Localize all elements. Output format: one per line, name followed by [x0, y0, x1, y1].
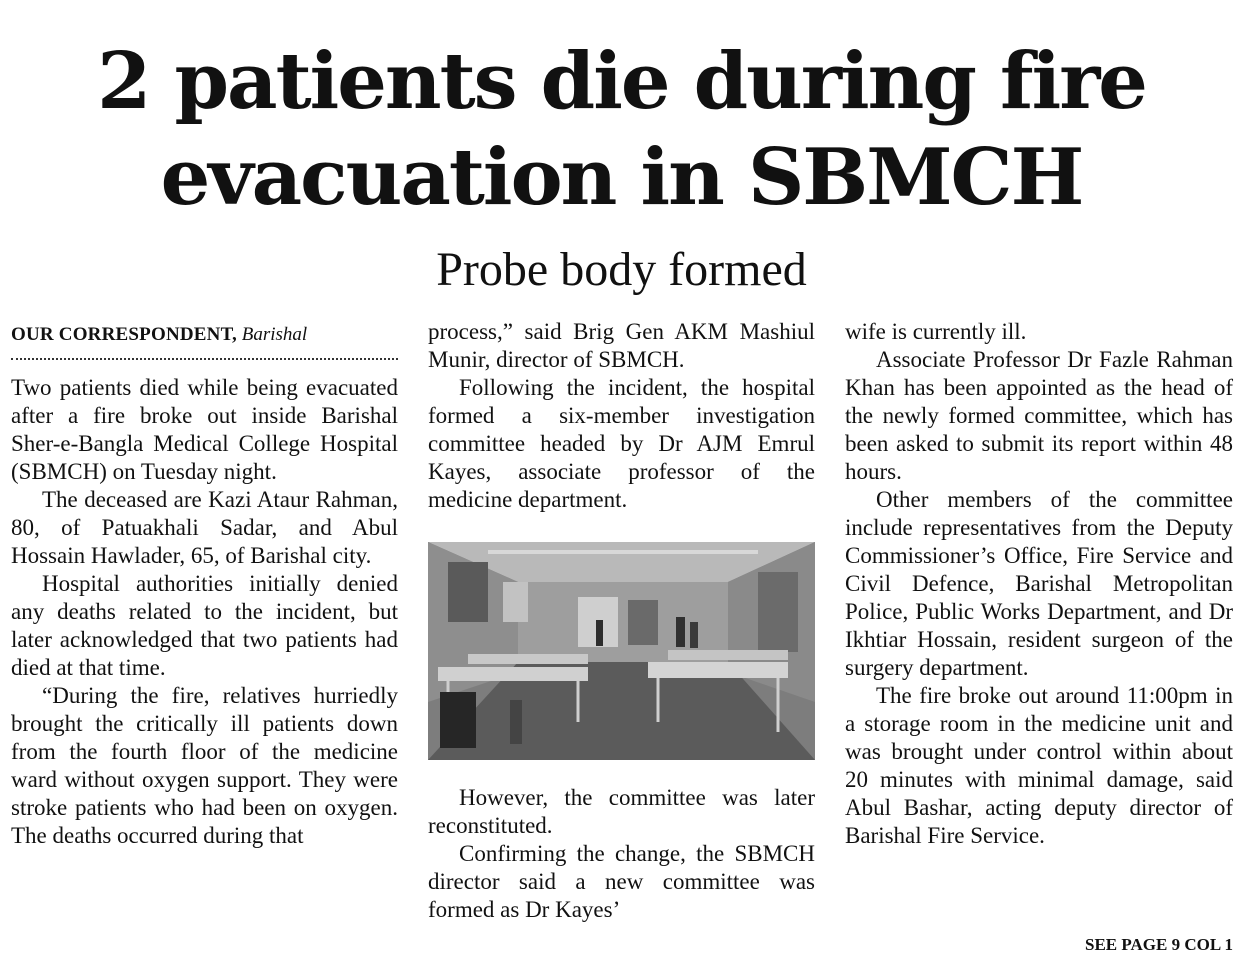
paragraph: Two patients died while being evacuated after a fire broke out inside Barishal Sher-e-Bangla Medical College Hospital (SBMCH) on Tuesday night.: [11, 375, 398, 484]
dotted-divider: [11, 358, 398, 360]
continuation-jump-line[interactable]: SEE PAGE 9 COL 1: [1085, 935, 1233, 954]
byline-author: OUR CORRESPONDENT,: [11, 324, 237, 345]
paragraph: However, the committee was later reconstituted.: [428, 785, 815, 838]
paragraph: Associate Professor Dr Fazle Rahman Khan has been appointed as the head of the newly formed committee, which has been asked to submit its report within 48 hours.: [845, 347, 1233, 484]
paragraph: “During the fire, relatives hurriedly brought the critically ill patients down from the fourth floor of the medicine ward without oxygen support. They were stroke patients who had been on oxygen. The deaths occurred during that: [11, 683, 398, 848]
paragraph: The deceased are Kazi Ataur Rahman, 80, of Patuakhali Sadar, and Abul Hossain Hawlader, 65, of Barishal city.: [11, 487, 398, 568]
paragraph: wife is currently ill.: [845, 319, 1027, 344]
byline: [11, 318, 398, 352]
byline-location: Barishal: [241, 324, 308, 345]
paragraph: Following the incident, the hospital formed a six-member investigation committee headed by Dr AJM Emrul Kayes, associate professor of the medicine department.: [428, 375, 815, 512]
paragraph: Hospital authorities initially denied any deaths related to the incident, but later acknowledged that two patients had died at that time.: [11, 571, 398, 680]
paragraph: Other members of the committee include representatives from the Deputy Commissioner’s Office, Fire Service and Civil Defence, Barishal Metropolitan Police, Public Works Department, and Dr Ikhtiar Hossain, resident surgeon of the surgery department.: [845, 487, 1233, 680]
hospital-ward-illustration: [428, 542, 815, 760]
subheadline: Probe body formed: [436, 243, 807, 296]
paragraph: Confirming the change, the SBMCH director said a new committee was formed as Dr Kayes’: [428, 841, 815, 922]
hospital-ward-photo: [428, 542, 815, 760]
paragraph: process,” said Brig Gen AKM Mashiul Munir, director of SBMCH.: [428, 319, 815, 372]
article-column-1: [11, 318, 398, 850]
article-column-2: [428, 318, 815, 924]
headline: 2 patients die during fire evacuation in SBMCH: [97, 36, 1146, 223]
paragraph: The fire broke out around 11:00pm in a storage room in the medicine unit and was brought under control within about 20 minutes with minimal damage, said Abul Bashar, acting deputy director of Barishal Fire Service.: [845, 683, 1233, 848]
article-column-3: [845, 318, 1233, 850]
